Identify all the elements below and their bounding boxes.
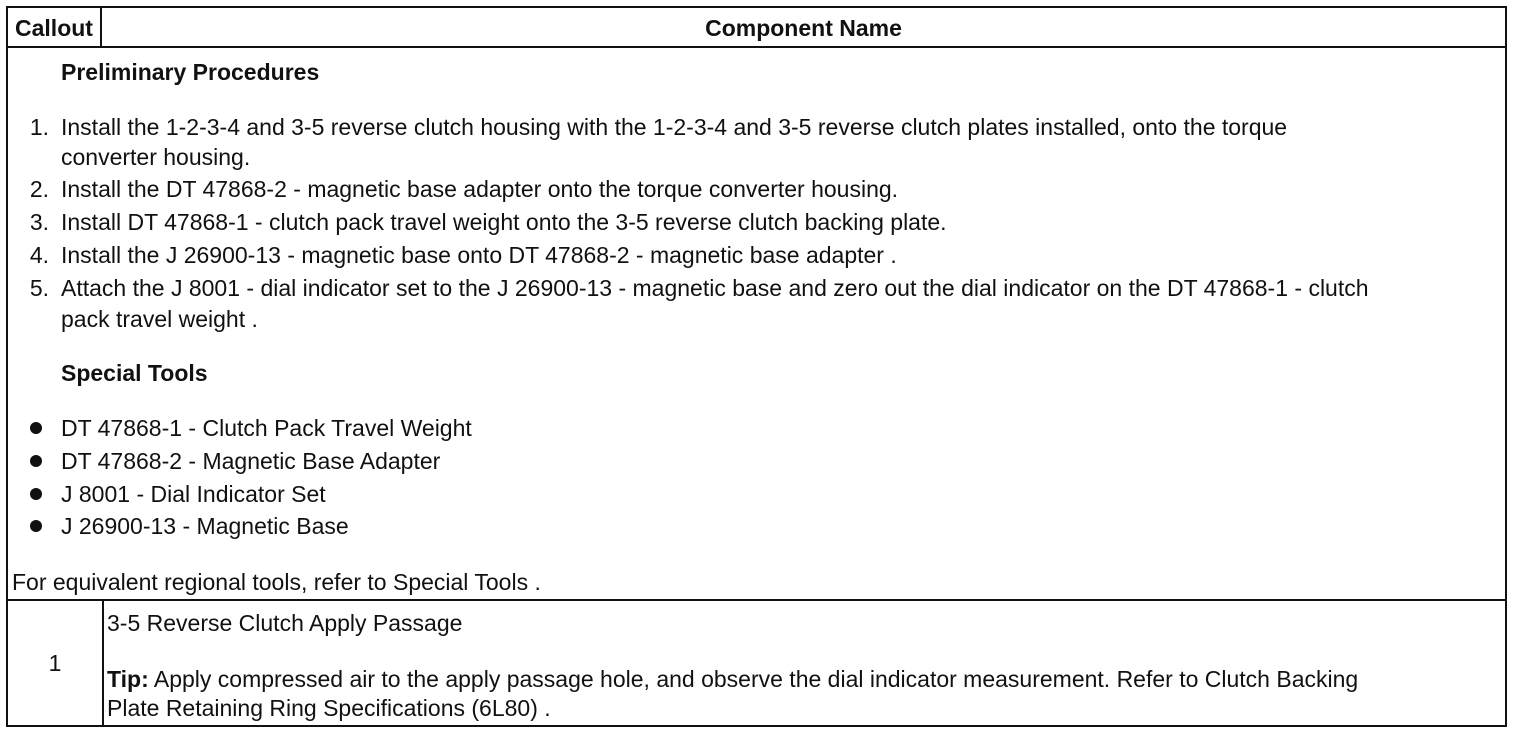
step-text: Install the J 26900-13 - magnetic base onto DT 47868-2 - magnetic base adapter .	[61, 242, 897, 268]
tip-text: Apply compressed air to the apply passage hole, and observe the dial indicator measurement. Refer to Clutch Backing	[148, 666, 1359, 692]
step-number: 2.	[29, 176, 49, 202]
step-text: Install DT 47868-1 - clutch pack travel weight onto the 3-5 reverse clutch backing plate.	[61, 209, 947, 235]
step-text: converter housing.	[61, 144, 251, 170]
component-name: 3-5 Reverse Clutch Apply Passage	[107, 610, 463, 636]
bullet-icon	[30, 455, 42, 467]
tip-line-1	[107, 664, 1358, 694]
callout-column-divider	[102, 600, 104, 727]
tool-item: J 26900-13 - Magnetic Base	[61, 513, 349, 539]
step-text: pack travel weight .	[61, 306, 258, 332]
tip-line-2: Plate Retaining Ring Specifications (6L80) .	[107, 695, 551, 721]
preliminary-heading: Preliminary Procedures	[61, 59, 320, 85]
tool-item: DT 47868-1 - Clutch Pack Travel Weight	[61, 415, 472, 441]
step-text: Install the DT 47868-2 - magnetic base adapter onto the torque converter housing.	[61, 176, 899, 202]
step-number: 3.	[29, 209, 49, 235]
bullet-icon	[30, 488, 42, 500]
header-callout: Callout	[8, 8, 102, 48]
bullet-icon	[30, 422, 42, 434]
step-number: 1.	[29, 114, 49, 140]
regional-tools-note: For equivalent regional tools, refer to Special Tools .	[12, 569, 541, 595]
callout-number: 1	[48, 650, 62, 676]
row-divider	[8, 599, 1505, 601]
tool-item: DT 47868-2 - Magnetic Base Adapter	[61, 448, 441, 474]
procedure-table	[6, 6, 1507, 727]
special-tools-heading: Special Tools	[61, 360, 208, 386]
tool-item: J 8001 - Dial Indicator Set	[61, 481, 326, 507]
step-number: 5.	[29, 275, 49, 301]
step-number: 4.	[29, 242, 49, 268]
step-text: Attach the J 8001 - dial indicator set to the J 26900-13 - magnetic base and zero out the dial indicator on the DT 47868-1 - clutch	[61, 275, 1369, 301]
bullet-icon	[30, 520, 42, 532]
step-text: Install the 1-2-3-4 and 3-5 reverse clutch housing with the 1-2-3-4 and 3-5 reverse clutch plates installed, onto the torque	[61, 114, 1288, 140]
tip-label: Tip:	[107, 666, 149, 692]
header-divider	[8, 46, 1505, 48]
header-component-name: Component Name	[705, 14, 902, 41]
